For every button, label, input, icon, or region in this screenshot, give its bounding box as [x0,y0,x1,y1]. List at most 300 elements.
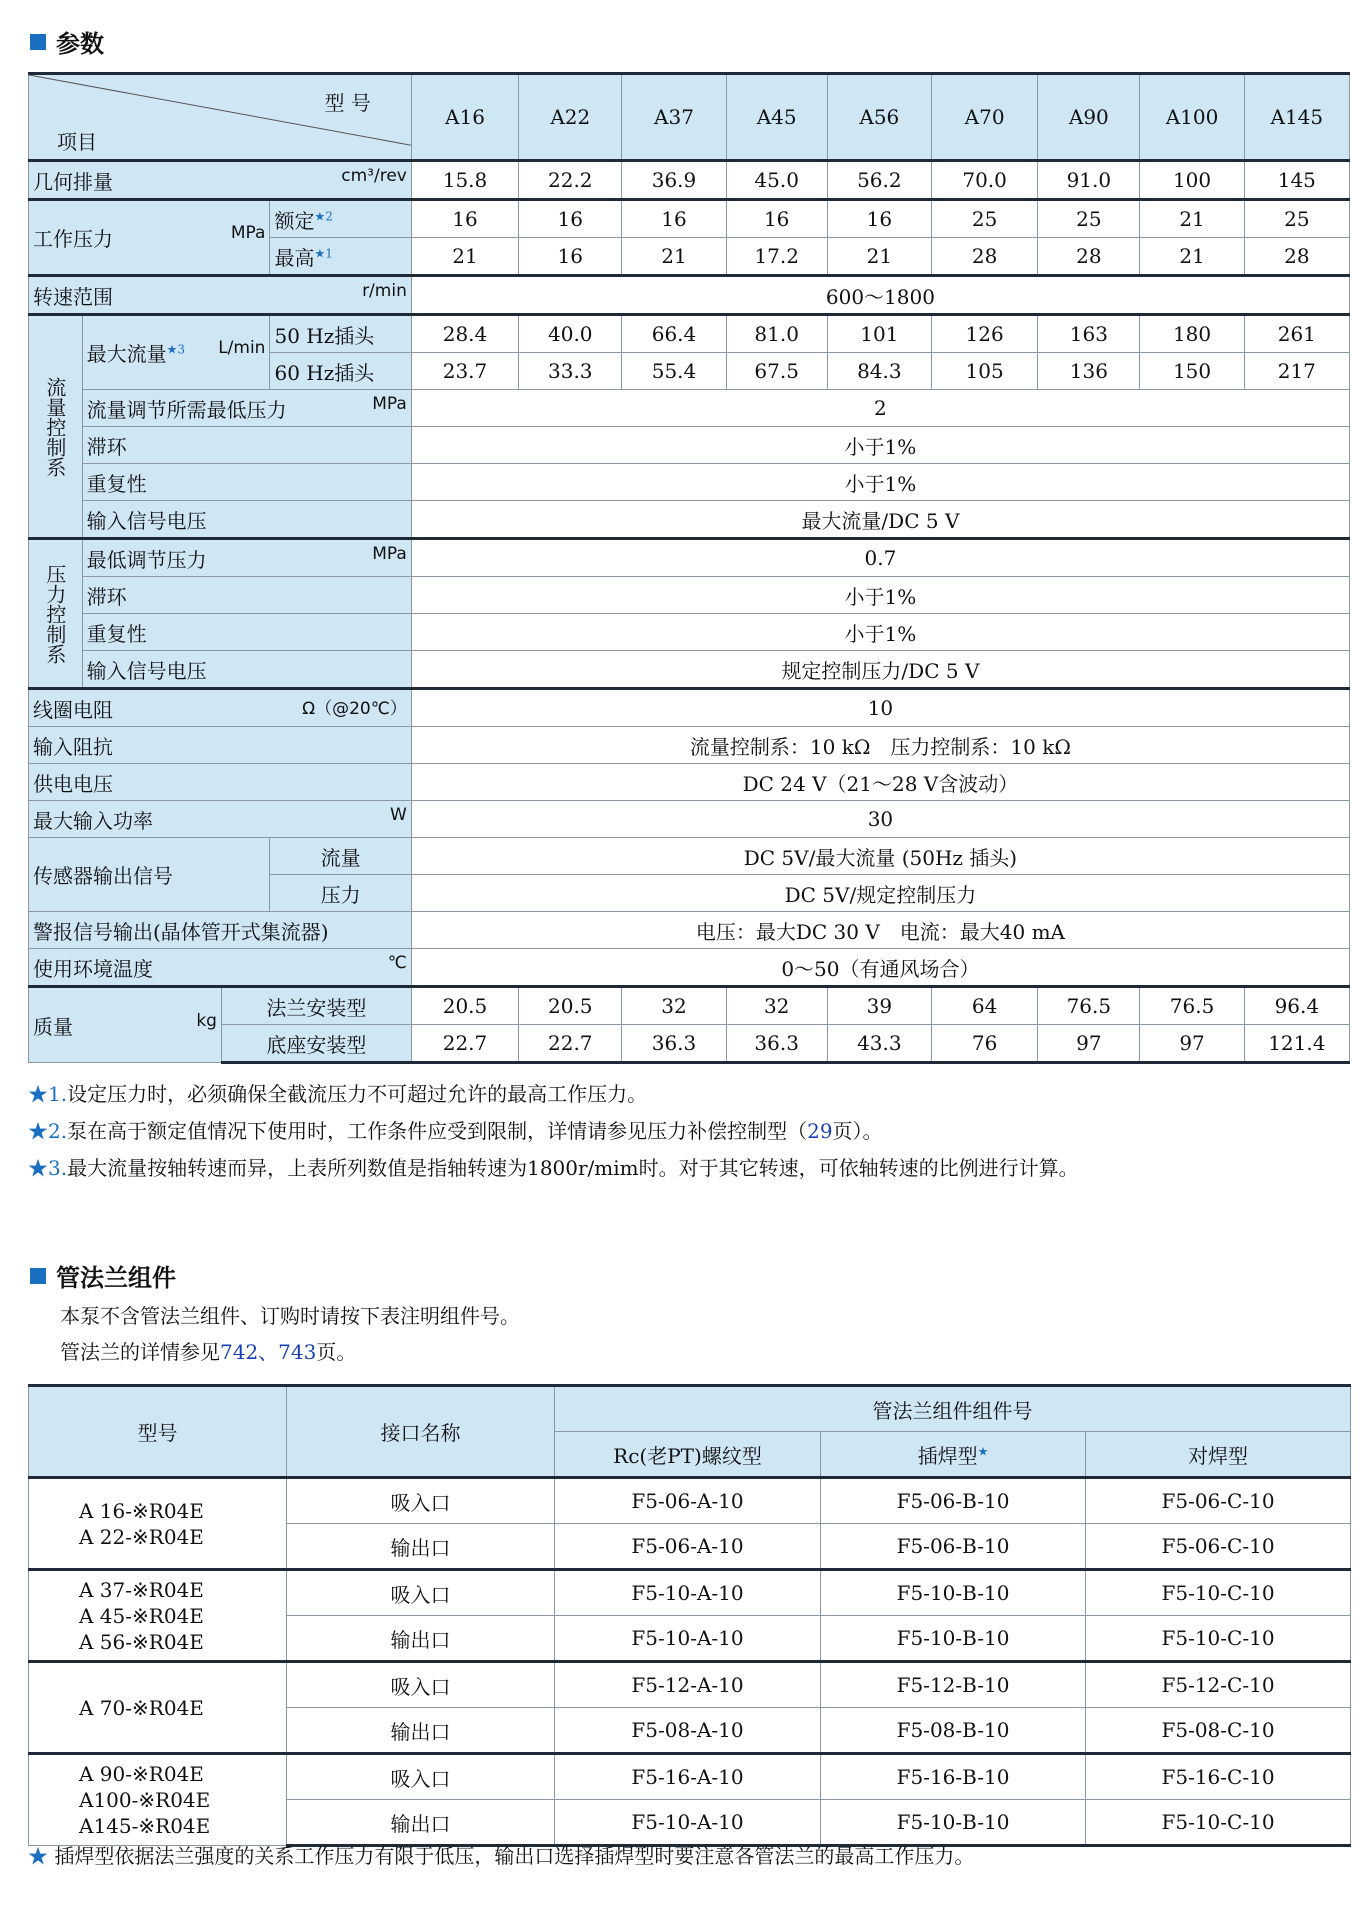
model-name: A 56-※R04E [79,1629,204,1654]
cell-text: F5-16-A-10 [631,1765,744,1789]
row-label [29,764,412,801]
cell-text: 70.0 [962,168,1007,192]
sub-label [221,987,411,1025]
impedance-row [29,727,1350,764]
row-label [29,912,412,949]
row-label [82,315,270,390]
cell-text: 22.7 [442,1031,488,1055]
table-cell [726,238,827,276]
cell-text: 32 [661,994,687,1018]
cell-text: 25 [1076,207,1102,231]
table-cell [1244,1025,1349,1063]
cell-text: 22.2 [548,168,593,192]
flange-header-row [29,1386,1351,1432]
cell-text: 法兰安装型 [266,995,367,1020]
star-icon: ★ [977,1443,989,1458]
table-cell [411,614,1349,651]
table-cell [622,1025,726,1063]
table-cell [622,315,726,353]
table-cell [411,987,518,1025]
cell-text: 136 [1069,359,1108,383]
row-label [29,949,412,987]
cell-text: 28 [1284,244,1310,268]
flange-row [29,1570,1351,1616]
flange-row [29,1662,1351,1708]
cell-text: 17.2 [754,244,799,268]
press-ctrl-row [29,614,1350,651]
cell-text: 56.2 [857,168,902,192]
cell-text: F5-16-C-10 [1161,1765,1275,1789]
unit-label: cm³/rev [341,165,407,186]
cell-text: 76.5 [1066,994,1112,1018]
cell-text: 警报信号输出(晶体管开式集流器) [33,919,329,944]
table-cell [931,315,1037,353]
cell-text: 97 [1179,1031,1205,1055]
sub-label [270,315,411,353]
cell-text: 100 [1172,168,1212,192]
square-bullet-icon [30,1268,46,1284]
notes [28,1076,1079,1187]
table-cell [287,1524,555,1570]
row-label [82,464,411,501]
cell-text: 20.5 [442,994,488,1018]
section-title-params [30,24,104,59]
cell-text: 97 [1076,1031,1102,1055]
cell-text: A56 [859,105,900,129]
type-label: 型 号 [324,91,371,115]
cell-text: 28.4 [442,322,488,346]
cell-text: 40.0 [548,322,593,346]
cell-text: 插焊型 [917,1443,978,1468]
cell-text: 几何排量 [33,169,113,194]
table-cell [555,1754,821,1800]
model-header [1244,74,1349,161]
cell-text: 输出口 [390,1627,451,1652]
table-cell [622,353,726,390]
model-header [622,74,726,161]
cell-text: 23.7 [442,359,488,383]
table-cell [1038,987,1140,1025]
table-cell [1086,1800,1351,1846]
cell-text: 底座安装型 [266,1032,367,1057]
cell-text: 15.8 [442,168,488,192]
cell-text: 供电电压 [33,771,113,796]
cell-text: 28 [971,244,998,268]
section-title-flange [30,1258,176,1293]
cell-text: 管法兰组件组件号 [872,1398,1033,1423]
cell-text: 16 [557,244,583,268]
table-cell [519,1025,622,1063]
cell-text: 使用环境温度 [33,956,153,981]
table-cell [1140,161,1244,200]
cell-text: 76.5 [1169,994,1215,1018]
table-cell [411,390,1349,427]
table-cell [821,1708,1086,1754]
square-bullet-icon [30,34,46,50]
table-cell [1086,1570,1351,1616]
table-cell [931,238,1037,276]
cell-text: Rc(老PT)螺纹型 [613,1443,762,1468]
sub-label [221,1025,411,1063]
cell-text: A145 [1270,105,1324,129]
table-cell [622,987,726,1025]
table-cell [411,464,1349,501]
unit-label: MPa [372,543,407,564]
cell-text: 30 [867,807,894,831]
table-cell [821,1524,1086,1570]
model-name: A 37-※R04E [79,1577,204,1602]
cell-text: 25 [971,207,998,231]
table-cell [1038,353,1140,390]
cell-text: 150 [1172,359,1212,383]
table-cell [555,1478,821,1524]
cell-text: 电压：最大DC 30 V 电流：最大40 mA [695,919,1065,944]
table-cell [411,200,518,238]
table-cell [1038,1025,1140,1063]
press-ctrl-row [29,577,1350,614]
cell-text: 28 [1076,244,1102,268]
cell-text: 2 [874,396,887,420]
cell-text: 84.3 [857,359,902,383]
table-cell [622,161,726,200]
table-cell [1140,987,1244,1025]
table-cell [1244,315,1349,353]
cell-text: 流量控制系：10 kΩ 压力控制系：10 kΩ [689,734,1071,759]
row-label [29,161,412,200]
sub-label [270,238,411,276]
table-cell [1086,1708,1351,1754]
cell-text: F5-06-B-10 [896,1534,1010,1558]
model-name: A 70-※R04E [79,1695,204,1720]
mass-row [29,1025,1350,1063]
cell-text: 线圈电阻 [33,697,113,722]
cell-text: 最低调节压力 [86,547,207,572]
cell-text: 额定 [274,208,315,233]
cell-text: 33.3 [548,359,593,383]
model-cell [29,1662,287,1754]
table-cell [1038,200,1140,238]
unit-label: Ω（@20℃） [302,698,407,719]
model-header [519,74,622,161]
cell-text: 121.4 [1268,1031,1326,1055]
table-cell [931,1025,1037,1063]
cell-text: 16 [452,207,478,231]
cell-text: 滞环 [86,584,127,609]
cell-text: 101 [860,322,899,346]
cell-text: 0.7 [864,546,897,570]
cell-text: 最大输入功率 [33,808,153,833]
table-cell [519,315,622,353]
cell-text: 81.0 [754,322,799,346]
table-cell [1086,1616,1351,1662]
note-2: ★2.泵在高于额定值情况下使用时，工作条件应受到限制，详情请参见压力补偿控制型（29页）。 [28,1119,883,1143]
group-label [29,315,83,539]
table-cell [1244,161,1349,200]
page-link[interactable]: 29 [807,1119,833,1143]
model-cell [29,1570,287,1662]
table-cell [287,1478,555,1524]
cell-text: F5-06-C-10 [1161,1534,1275,1558]
cell-text: 91.0 [1066,168,1112,192]
cell-text: 小于1% [844,621,917,646]
table-cell [287,1754,555,1800]
cell-text: F5-12-B-10 [896,1673,1010,1697]
cell-text: 质量 [33,1014,73,1039]
header-cell [555,1432,821,1478]
table-cell [1086,1524,1351,1570]
flow-ctrl-row [29,315,1350,353]
table-cell [821,1662,1086,1708]
table-cell [622,238,726,276]
table-cell [821,1754,1086,1800]
cell-text: 型号 [137,1421,178,1445]
cell-text: 36.9 [651,168,697,192]
alarm-row [29,912,1350,949]
cell-text: F5-08-C-10 [1161,1718,1275,1742]
cell-text: 吸入口 [390,1582,451,1607]
cell-text: 39 [866,994,893,1018]
table-cell [411,577,1349,614]
cell-text: 传感器输出信号 [33,864,173,888]
cell-text: 64 [971,994,998,1018]
unit-label: r/min [362,280,407,301]
cell-text: 压力 [320,882,361,907]
table-cell [827,238,931,276]
header-cell [1086,1432,1351,1478]
displacement-row [29,161,1350,200]
table-cell [1086,1662,1351,1708]
header-row [29,74,1350,161]
table-cell [827,1025,931,1063]
table-cell [411,912,1349,949]
flow-ctrl-row [29,390,1350,427]
row-label [29,801,412,838]
table-cell [726,987,827,1025]
page-link[interactable]: 742、743 [220,1340,317,1364]
model-header [1038,74,1140,161]
section-title-text: 参数 [56,30,104,58]
table-cell [726,353,827,390]
note-1: ★1.设定压力时，必须确保全截流压力不可超过允许的最高工作压力。 [28,1082,648,1106]
cell-text: 滞环 [86,434,127,459]
cell-text: 32 [763,994,790,1018]
header-cell [555,1386,1351,1432]
table-cell [1244,200,1349,238]
cell-text: 67.5 [754,359,799,383]
table-cell [519,987,622,1025]
unit-label: L/min [218,338,266,358]
star-icon: ★3 [166,342,186,357]
cell-text: F5-10-A-10 [631,1626,744,1650]
flange-row [29,1478,1351,1524]
temp-row [29,949,1350,987]
item-label: 项目 [57,130,97,154]
cell-text: F5-10-B-10 [896,1581,1010,1605]
unit-label: MPa [372,393,407,414]
cell-text: F5-10-B-10 [896,1626,1010,1650]
coil-row [29,689,1350,727]
press-ctrl-row [29,651,1350,689]
table-cell [411,801,1349,838]
model-name: A100-※R04E [79,1788,211,1812]
cell-text: 吸入口 [390,1490,451,1515]
row-label [82,614,411,651]
model-header [726,74,827,161]
row-label [82,577,411,614]
model-name: A 22-※R04E [79,1524,204,1549]
table-cell [411,501,1349,539]
table-cell [411,689,1349,727]
cell-text: 重复性 [86,471,147,496]
table-cell [931,200,1037,238]
model-cell [29,1754,287,1846]
model-header [931,74,1037,161]
cell-text: 工作压力 [33,227,113,251]
header-cell [287,1386,555,1478]
cell-text: F5-10-C-10 [1161,1626,1275,1650]
cell-text: 16 [763,207,790,231]
cell-text: 60 Hz插头 [274,360,375,385]
unit-label: kg [196,1010,217,1031]
cell-text: 105 [965,359,1004,383]
cell-text: 重复性 [86,621,147,646]
flange-intro [60,1298,520,1370]
cell-text: F5-16-B-10 [896,1765,1010,1789]
table-cell [519,238,622,276]
cell-text: 10 [867,696,894,720]
cell-text: 流量 [320,845,361,870]
star-icon: ★2 [314,208,333,223]
table-cell [821,1570,1086,1616]
table-cell [519,353,622,390]
cell-text: F5-06-C-10 [1161,1489,1275,1513]
cell-text: 流量控制系 [42,376,67,477]
cell-text: 对焊型 [1188,1443,1248,1468]
table-cell [1038,238,1140,276]
table-cell [411,764,1349,801]
flange-table [28,1384,1351,1847]
table-cell [287,1570,555,1616]
table-cell [555,1662,821,1708]
model-header [827,74,931,161]
intro-line-2: 管法兰的详情参见742、743页。 [60,1340,357,1364]
row-label [29,276,412,315]
model-name: A 45-※R04E [79,1603,204,1628]
cell-text: DC 24 V（21～28 V含波动） [742,771,1019,796]
row-label [29,727,412,764]
cell-text: 217 [1277,359,1316,383]
cell-text: 最高 [274,245,315,270]
table-cell [411,539,1349,577]
cell-text: 小于1% [844,434,917,459]
params-table [28,72,1350,1064]
cell-text: 接口名称 [380,1421,461,1445]
cell-text: A45 [756,105,797,129]
table-cell [411,875,1349,912]
cell-text: DC 5V/最大流量 (50Hz 插头) [743,845,1018,870]
cell-text: F5-08-B-10 [896,1718,1010,1742]
cell-text: 261 [1277,322,1316,346]
cell-text: 21 [452,244,478,268]
table-cell [1244,238,1349,276]
cell-text: 压力控制系 [42,563,67,664]
cell-text: 163 [1069,322,1108,346]
cell-text: F5-06-B-10 [896,1489,1010,1513]
cell-text: 16 [866,207,893,231]
table-cell [827,353,931,390]
flange-row [29,1754,1351,1800]
table-cell [287,1616,555,1662]
row-label [82,390,411,427]
row-label [29,987,222,1063]
header-cell [821,1432,1086,1478]
cell-text: 最大流量 [86,342,167,366]
speed-row [29,276,1350,315]
sub-label [270,353,411,390]
cell-text: A90 [1068,105,1109,129]
row-label [82,539,411,577]
cell-text: 规定控制压力/DC 5 V [781,658,980,683]
cell-text: 输出口 [390,1719,451,1744]
cell-text: 16 [557,207,583,231]
table-cell [555,1570,821,1616]
unit-label: ℃ [387,952,407,973]
table-cell [411,949,1349,987]
table-cell [555,1708,821,1754]
row-label [82,501,411,539]
cell-text: 21 [1179,244,1205,268]
header-cell [29,1386,287,1478]
table-cell [411,353,518,390]
cell-text: 96.4 [1274,994,1320,1018]
cell-text: A70 [964,105,1005,129]
table-cell [555,1616,821,1662]
cell-text: 16 [661,207,687,231]
cell-text: A37 [654,105,694,129]
cell-text: 25 [1284,207,1310,231]
row-label [29,838,270,912]
star-icon: ★1 [314,245,333,260]
cell-text: F5-12-C-10 [1161,1673,1275,1697]
cell-text: 吸入口 [390,1674,451,1699]
cell-text: 36.3 [754,1031,799,1055]
sub-label [270,200,411,238]
cell-text: F5-12-A-10 [631,1673,744,1697]
table-cell [519,161,622,200]
cell-text: F5-06-A-10 [631,1489,744,1513]
cell-text: 吸入口 [390,1766,451,1791]
cell-text: 600～1800 [825,284,935,309]
cell-text: 66.4 [651,322,697,346]
supply-row [29,764,1350,801]
table-cell [931,987,1037,1025]
cell-text: 76 [971,1031,998,1055]
intro-line-1: 本泵不含管法兰组件、订购时请按下表注明组件号。 [60,1304,520,1328]
cell-text: 小于1% [844,584,917,609]
cell-text: 180 [1172,322,1212,346]
cell-text: 输入阻抗 [33,734,113,759]
cell-text: 输出口 [390,1535,451,1560]
table-cell [1140,315,1244,353]
sub-label [270,838,411,875]
flow-ctrl-row [29,501,1350,539]
model-header [1140,74,1244,161]
cell-text: 22.7 [548,1031,593,1055]
cell-text: 输出口 [390,1811,451,1836]
table-cell [1140,1025,1244,1063]
cell-text: 0～50（有通风场合） [781,956,980,981]
section-title-text: 管法兰组件 [56,1264,176,1292]
